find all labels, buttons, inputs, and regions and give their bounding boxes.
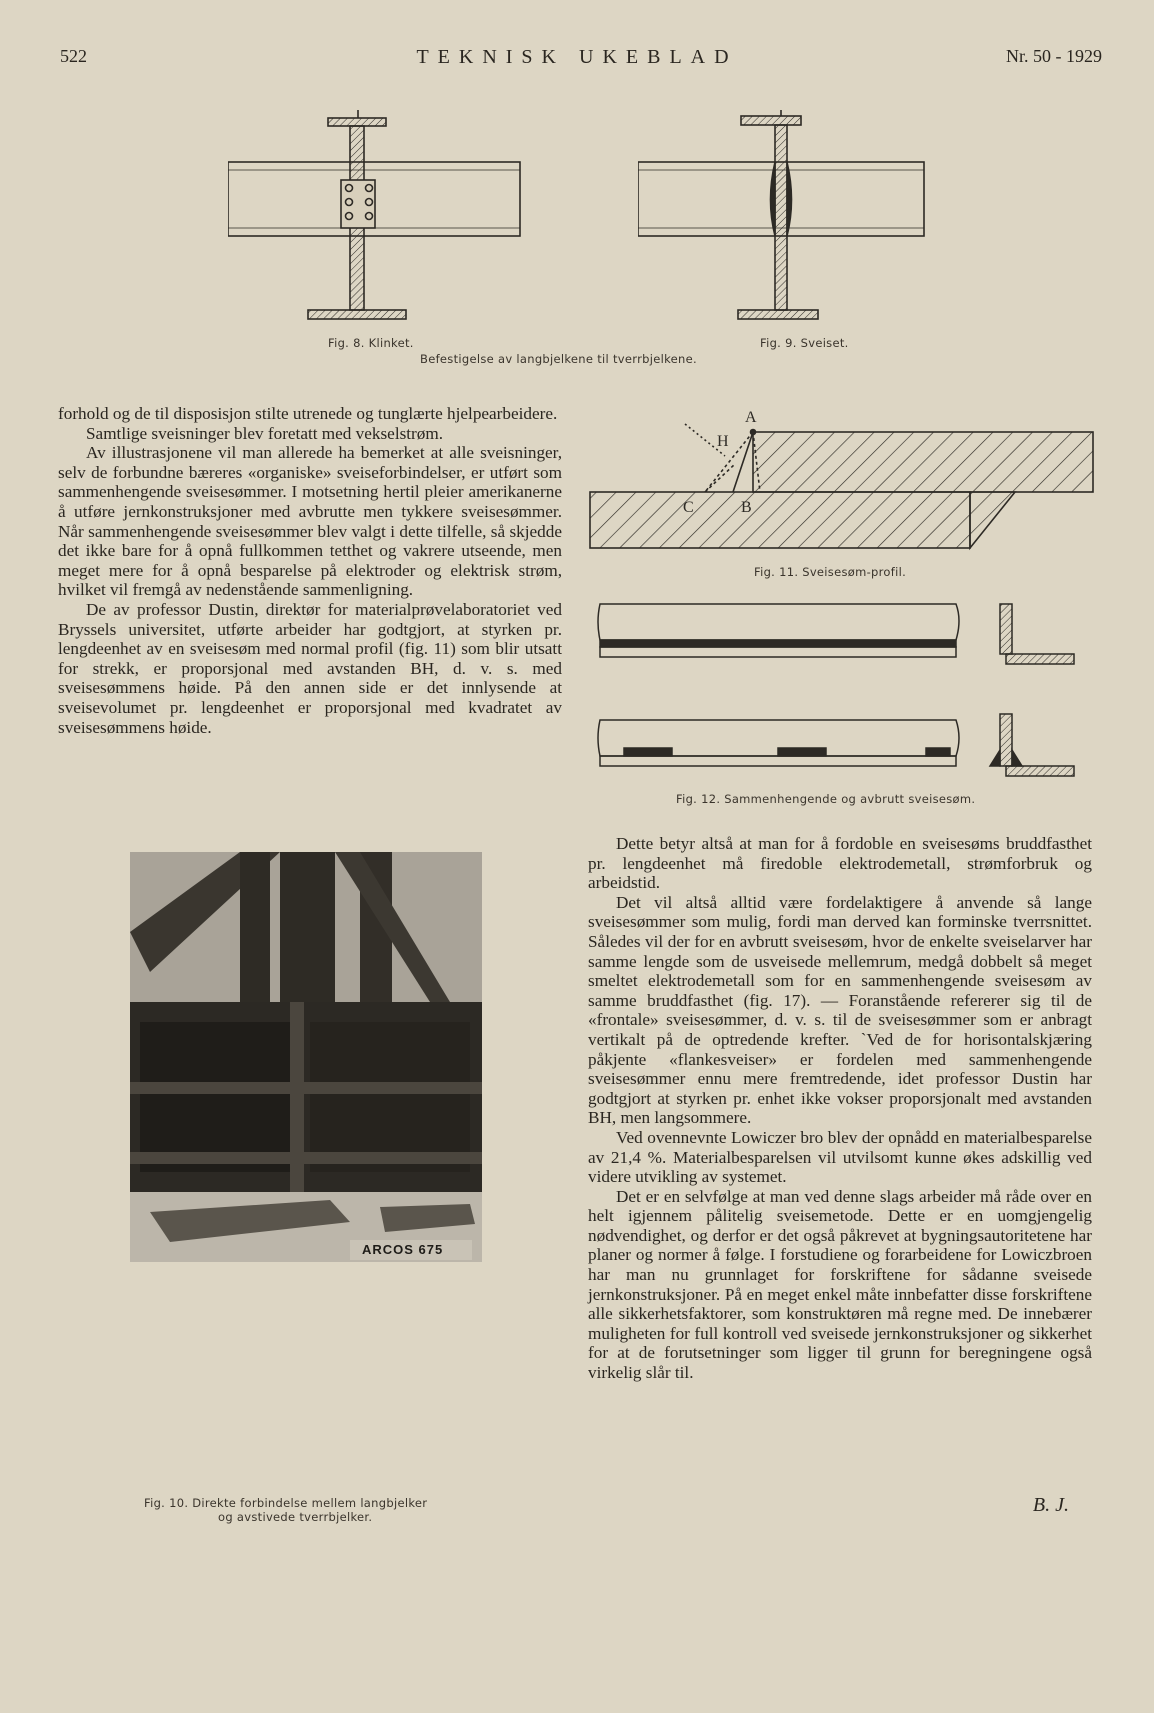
fig9-caption: Fig. 9. Sveiset. <box>760 336 849 350</box>
fig11-label-h: H <box>717 433 729 450</box>
fig11-label-b: B <box>741 499 752 516</box>
left-text-column <box>58 404 562 737</box>
right-paragraph: Dette betyr altså at man for å fordoble en sveisesøms bruddfasthet pr. lengdeenhet må firedoble elektrodemetall, strømforbruk og arbeidstid. <box>588 834 1092 893</box>
journal-title: TEKNISK UKEBLAD <box>416 46 738 68</box>
fig11-label-a: A <box>745 409 757 426</box>
fig11-label-c: C <box>683 499 694 516</box>
fig8-riveted-drawing <box>228 110 528 325</box>
fig11-caption: Fig. 11. Sveisesøm-profil. <box>754 565 907 579</box>
fig12-caption: Fig. 12. Sammenhengende og avbrutt sveisesøm. <box>676 792 976 806</box>
right-paragraph: Det vil altså alltid være fordelaktigere å anvende så lange sveisesømmer som mulig, fordi man derved kan forminske tverrsnittet. Således vil der for en avbrutt sveisesøm, hvor de enkelte sveiselarver har samme lengde som de usveisede mellemrum, medgå dobbelt så meget smeltet elektrodemetall som for en sammenhengende sveisesøm av samme bruddfasthet (fig. 17). — Foranstående refererer sig til de «frontale» sveisesømmer, d. v. s. til de sveisesømmer som er anbragt vertikalt på de optredende krefter. `Ved de for horisontalskjæring påkjente «flankesveiser» er fordelen med sammenhengende sveisesømmer ennu mere fremtredende, idet professor Dustin har godtgjort at styrken pr. enhet ikke vokser proporsjonalt med avstanden BH, men langsommere. <box>588 892 1092 1128</box>
issue-number: Nr. 50 - 1929 <box>1006 46 1102 66</box>
fig12-weld-comparison-drawing <box>596 600 1096 790</box>
right-paragraph: Det er en selvfølge at man ved denne slags arbeider må råde over en helt igjennem pålitelig sveisemetode. Dette er en uomgjengelig nødvendighet, og derfor er det også påkrevet at bygningsautoritetene har planer og normer å følge. I forstudiene og forarbeidene for Lowiczbroen har man nu grunnlaget for forskriftene for sådanne sveisede jernkonstruksjoner. På en meget enkel måte innbefatter disse forskriftene alle sikkerhetsfaktorer, som konstruktøren må regne med. De innebærer muligheten for full kontroll ved sveisede jernkonstruksjoner og sikkerhet for at de forutsetninger som ligger til grunn for beregningene også virkelig slår til. <box>588 1186 1092 1383</box>
right-paragraph: Ved ovennevnte Lowiczer bro blev der opnådd en materialbesparelse av 21,4 %. Materialbesparelsen vil utvilsomt kunne økes adskillig ved videre utvikling av systemet. <box>588 1127 1092 1187</box>
left-paragraph: Samtlige sveisninger blev foretatt med vekselstrøm. <box>86 423 444 443</box>
fig8-caption: Fig. 8. Klinket. <box>328 336 414 350</box>
fig8-9-common-caption: Befestigelse av langbjelkene til tverrbjelkene. <box>420 352 697 366</box>
author-signature: B. J. <box>1032 1494 1069 1516</box>
left-paragraph: Av illustrasjonene vil man allerede ha bemerket at alle sveisninger, selv de forbundne bæreres «organiske» sveiseforbindelser, er utført som sammenhengende sveisesømmer. I motsetning hertil pleier amerikanerne å utføre jernkonstruksjoner med avbrutte men tykkere sveisesømmer. Når sammenhengende sveisesømmer blev valgt i dette tilfelle, så skjedde det ikke bare for å opnå fullkommen tetthet og vakrere utseende, men meget mere for å opnå besparelse på elektroder og elektrisk strøm, hvilket vil fremgå av nedenstående sammenligning. <box>58 443 562 600</box>
fig10-caption-line2: og avstivede tverrbjelker. <box>218 1510 373 1524</box>
fig10-caption-line1: Fig. 10. Direkte forbindelse mellem langbjelker <box>144 1496 428 1510</box>
left-paragraph: De av professor Dustin, direktør for materialprøvelaboratoriet ved Bryssels universitet, utførte arbeider har godtgjort, at styrken pr. lengdeenhet av en sveisesøm med normal profil (fig. 11) som blir utsatt for strekk, er proporsjonal med avstanden BH, d. v. s. med sveisesømmens høide. På den annen side er det innlysende at sveisevolumet pr. lengdeenhet er proporsjonal med kvadratet av sveisesømmens høide. <box>58 599 562 737</box>
fig9-welded-drawing <box>638 110 928 325</box>
left-paragraph: forhold og de til disposisjon stilte utrenede og tunglærte hjelpearbeidere. <box>58 404 558 423</box>
fig10-stamp: ARCOS 675 <box>362 1242 444 1257</box>
right-text-column <box>588 834 1092 1383</box>
fig11-weld-profile-drawing <box>585 404 1095 556</box>
fig10-photograph <box>130 852 482 1262</box>
page-number: 522 <box>60 46 87 66</box>
